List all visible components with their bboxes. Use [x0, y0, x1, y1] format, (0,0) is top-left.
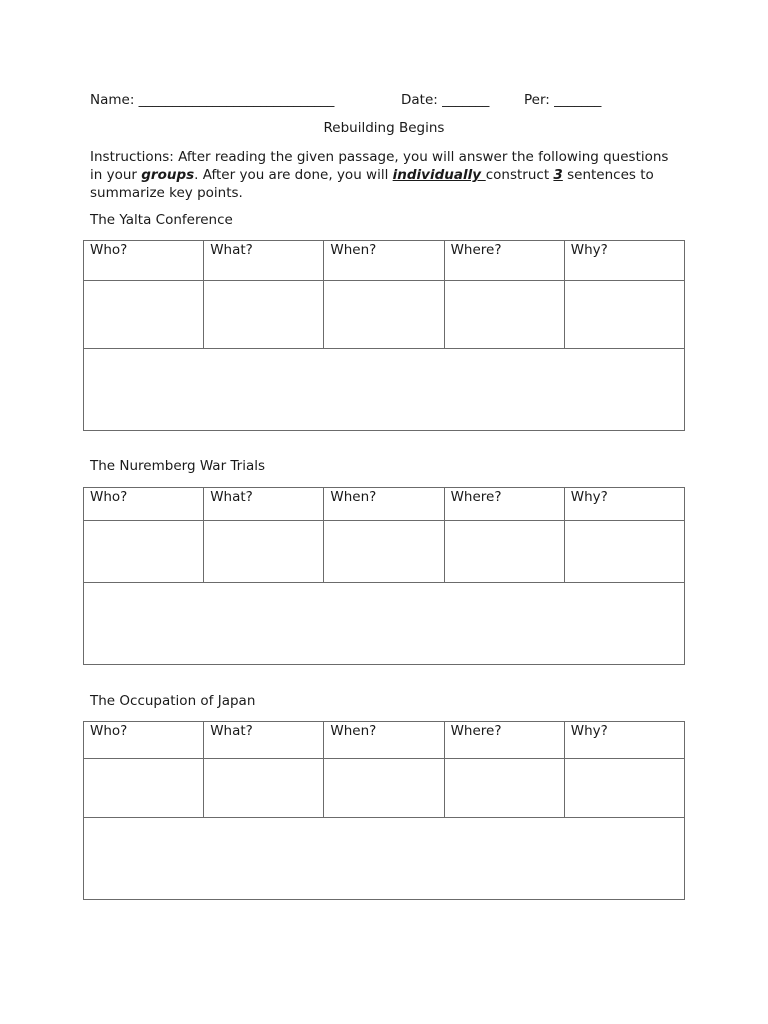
instructions-part4: sentences to summarize key points. [90, 167, 654, 201]
col-header-what: What? [204, 488, 324, 521]
col-header-what: What? [204, 722, 324, 759]
section-title-japan: The Occupation of Japan [90, 693, 256, 709]
col-header-where: Where? [444, 722, 564, 759]
answer-cell-why[interactable] [564, 281, 684, 349]
groups-emphasis: groups [141, 167, 195, 183]
answer-cell-what[interactable] [204, 521, 324, 583]
answer-cell-when[interactable] [324, 281, 444, 349]
col-header-why: Why? [564, 241, 684, 281]
answer-cell-why[interactable] [564, 521, 684, 583]
col-header-when: When? [324, 488, 444, 521]
instructions-text [90, 148, 680, 202]
col-header-who: Who? [84, 488, 204, 521]
answer-cell-who[interactable] [84, 281, 204, 349]
answer-cell-when[interactable] [324, 521, 444, 583]
instructions-part1: Instructions: After reading the given passage, you will answer the following questions in your [90, 149, 669, 183]
col-header-what: What? [204, 241, 324, 281]
answer-cell-what[interactable] [204, 281, 324, 349]
col-header-where: Where? [444, 241, 564, 281]
name-field[interactable]: Name: _____________________________ [90, 92, 335, 108]
answer-cell-what[interactable] [204, 759, 324, 818]
summary-cell[interactable] [84, 818, 685, 900]
yalta-table [83, 240, 685, 431]
nuremberg-table [83, 487, 685, 665]
col-header-who: Who? [84, 241, 204, 281]
section-title-nuremberg: The Nuremberg War Trials [90, 458, 266, 474]
summary-cell[interactable] [84, 349, 685, 431]
section-title-yalta: The Yalta Conference [90, 212, 233, 228]
col-header-when: When? [324, 722, 444, 759]
answer-cell-where[interactable] [444, 521, 564, 583]
instructions-part3: construct [485, 167, 554, 183]
col-header-where: Where? [444, 488, 564, 521]
period-field[interactable]: Per: _______ [524, 92, 602, 108]
col-header-why: Why? [564, 722, 684, 759]
answer-cell-when[interactable] [324, 759, 444, 818]
answer-cell-who[interactable] [84, 521, 204, 583]
answer-cell-where[interactable] [444, 281, 564, 349]
col-header-why: Why? [564, 488, 684, 521]
answer-cell-who[interactable] [84, 759, 204, 818]
three-emphasis: 3 [553, 167, 563, 183]
japan-table [83, 721, 685, 900]
instructions-part2: . After you are done, you will [194, 167, 393, 183]
date-field[interactable]: Date: _______ [401, 92, 490, 108]
col-header-who: Who? [84, 722, 204, 759]
answer-cell-why[interactable] [564, 759, 684, 818]
document-title: Rebuilding Begins [323, 120, 445, 136]
summary-cell[interactable] [84, 583, 685, 665]
col-header-when: When? [324, 241, 444, 281]
individually-emphasis: individually [392, 167, 486, 183]
answer-cell-where[interactable] [444, 759, 564, 818]
